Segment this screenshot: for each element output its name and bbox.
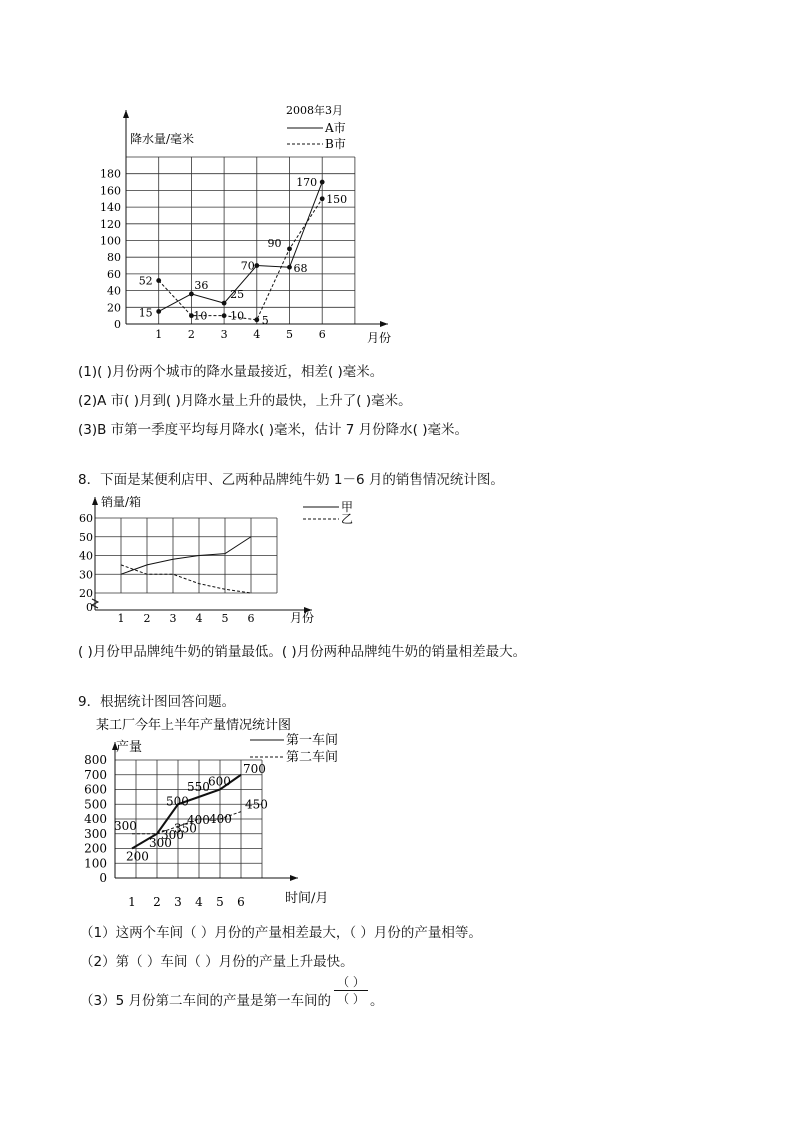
y-tick-label: 40 bbox=[79, 549, 93, 563]
y-tick-label: 800 bbox=[84, 753, 107, 767]
x-tick-label: 1 bbox=[128, 895, 136, 909]
y-tick-label: 180 bbox=[100, 167, 121, 181]
q9-answer-fraction bbox=[334, 975, 368, 1006]
q7-part3: (3)B 市第一季度平均每月降水( )毫米，估计 7 月份降水( )毫米。 bbox=[78, 422, 468, 438]
x-tick-label: 3 bbox=[174, 895, 182, 909]
x-tick-label: 1 bbox=[155, 328, 163, 341]
chart-title: 某工厂今年上半年产量情况统计图 bbox=[96, 718, 292, 733]
y-tick-label: 20 bbox=[79, 587, 93, 600]
data-label: 170 bbox=[296, 176, 318, 190]
y-axis-title: 降水量/毫米 bbox=[130, 132, 195, 146]
y-tick-label: 600 bbox=[84, 782, 107, 797]
y-tick-label: 700 bbox=[84, 767, 107, 782]
y-tick-label: 60 bbox=[79, 512, 93, 525]
x-tick-label: 4 bbox=[253, 328, 261, 341]
x-tick-label: 3 bbox=[169, 612, 177, 625]
x-tick-label: 6 bbox=[318, 328, 326, 341]
x-tick-label: 5 bbox=[216, 895, 224, 909]
x-tick-label: 5 bbox=[221, 612, 229, 625]
y-tick-label: 80 bbox=[107, 251, 121, 265]
x-axis-title: 月份 bbox=[290, 611, 315, 625]
x-axis-title: 月份 bbox=[367, 331, 392, 345]
x-tick-label: 1 bbox=[117, 612, 125, 625]
x-tick-label: 5 bbox=[286, 328, 293, 341]
fraction-numerator: （ ） bbox=[337, 975, 365, 989]
x-axis-arrow bbox=[290, 875, 298, 881]
data-label: 68 bbox=[293, 262, 308, 276]
chart-title: 2008年3月 bbox=[286, 104, 343, 117]
legend-label-1: A市 bbox=[325, 121, 346, 135]
x-tick-label: 3 bbox=[220, 328, 228, 341]
q9-part3-end: 。 bbox=[370, 993, 384, 1009]
y-tick-label: 20 bbox=[107, 301, 121, 315]
legend-label-2: 乙 bbox=[341, 512, 354, 526]
data-label: 450 bbox=[245, 797, 268, 812]
y-tick-label: 100 bbox=[84, 856, 107, 871]
y-tick-label: 50 bbox=[79, 530, 93, 544]
q9-part2: （2）第（ ）车间（ ）月份的产量上升最快。 bbox=[80, 954, 354, 970]
data-label: 90 bbox=[267, 236, 282, 250]
q7-part2: (2)A 市( )月到( )月降水量上升的最快，上升了( )毫米。 bbox=[78, 393, 412, 409]
x-axis-title: 时间/月 bbox=[285, 891, 329, 906]
y-tick-label: 120 bbox=[100, 217, 121, 231]
y-tick-label: 500 bbox=[84, 797, 107, 812]
y-tick-label: 30 bbox=[79, 568, 93, 582]
data-label: 52 bbox=[138, 274, 153, 288]
data-label: 350 bbox=[174, 821, 197, 836]
y-tick-label: 0 bbox=[114, 318, 121, 331]
data-label: 10 bbox=[193, 309, 208, 323]
data-label: 10 bbox=[230, 309, 245, 323]
q9-part3: （3）5 月份第二车间的产量是第一车间的 bbox=[80, 993, 331, 1009]
data-label: 70 bbox=[240, 259, 255, 273]
data-label: 36 bbox=[194, 278, 209, 292]
y-axis-title: 产量 bbox=[116, 740, 143, 755]
y-tick-label: 0 bbox=[86, 601, 93, 614]
data-label: 25 bbox=[230, 288, 245, 302]
y-tick-label: 0 bbox=[99, 871, 107, 885]
q7-part1: (1)( )月份两个城市的降水量最接近，相差( )毫米。 bbox=[78, 364, 384, 380]
data-label: 15 bbox=[138, 306, 153, 320]
data-label: 400 bbox=[187, 813, 210, 827]
legend-label-2: B市 bbox=[325, 137, 346, 151]
x-tick-label: 2 bbox=[153, 895, 161, 909]
y-axis-title: 销量/箱 bbox=[101, 495, 142, 509]
x-tick-label: 2 bbox=[187, 328, 195, 341]
x-tick-label: 6 bbox=[237, 895, 245, 909]
x-tick-label: 2 bbox=[143, 612, 151, 625]
data-label: 700 bbox=[243, 761, 266, 776]
y-tick-label: 300 bbox=[84, 826, 107, 841]
y-tick-label: 400 bbox=[84, 812, 107, 826]
legend-label-1: 甲 bbox=[341, 500, 354, 514]
data-label: 300 bbox=[149, 835, 172, 850]
fraction-denominator: （ ） bbox=[337, 992, 365, 1006]
legend-label-2: 第二车间 bbox=[286, 750, 339, 765]
data-label: 200 bbox=[126, 849, 149, 864]
data-label: 300 bbox=[161, 827, 184, 842]
legend-label-1: 第一车间 bbox=[286, 733, 339, 748]
y-tick-label: 140 bbox=[100, 201, 121, 215]
x-tick-label: 4 bbox=[195, 612, 203, 625]
y-tick-label: 160 bbox=[100, 184, 121, 198]
data-label: 300 bbox=[114, 818, 137, 833]
y-tick-label: 100 bbox=[100, 234, 121, 248]
q9-title: 9．根据统计图回答问题。 bbox=[78, 694, 236, 710]
x-tick-label: 4 bbox=[195, 895, 203, 909]
q8-part1: ( )月份甲品牌纯牛奶的销量最低。( )月份两种品牌纯牛奶的销量相差最大。 bbox=[78, 644, 527, 660]
x-tick-label: 6 bbox=[247, 612, 255, 625]
y-tick-label: 200 bbox=[84, 841, 107, 856]
y-tick-label: 40 bbox=[107, 284, 121, 298]
data-label: 150 bbox=[326, 192, 348, 206]
data-label: 500 bbox=[166, 794, 189, 809]
data-label: 400 bbox=[209, 812, 232, 826]
data-label: 550 bbox=[187, 779, 210, 794]
fraction-bar bbox=[334, 990, 368, 991]
q9-part1: （1）这两个车间（ ）月份的产量相差最大，（ ）月份的产量相等。 bbox=[80, 925, 482, 941]
data-label: 600 bbox=[208, 774, 231, 789]
data-label: 5 bbox=[261, 313, 269, 327]
q8-title: 8．下面是某便利店甲、乙两种品牌纯牛奶 1－6 月的销售情况统计图。 bbox=[78, 472, 504, 488]
y-tick-label: 60 bbox=[107, 267, 121, 281]
